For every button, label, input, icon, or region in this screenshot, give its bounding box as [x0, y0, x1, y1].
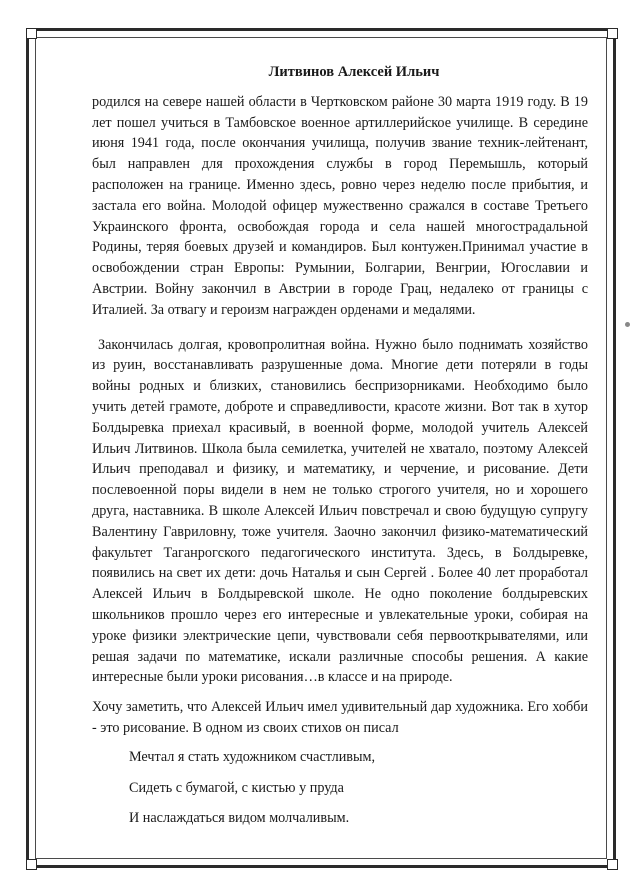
document-body	[92, 62, 588, 839]
border-corner-ornament	[607, 28, 618, 39]
biography-paragraph-2: Закончилась долгая, кровопролитная война. Нужно было поднимать хозяйство из руин, восстанавливать разрушенные дома. Многие дети потеряли в годы войны родных и близких, становились беспризорниками. Необходимо было учить детей грамоте, доброте и справедливости, красоте жизни. Вот так в хутор Болдыревка приехал красивый, в военной форме, молодой учитель Алексей Ильич Литвинов. Школа была семилетка, учителей не хватало, поэтому Алексей Ильич преподавал и физику, и математику, и черчение, и рисование. Дети послевоенной поры видели в нем не только строгого учителя, но и хорошего друга, наставника. В школе Алексей Ильич повстречал и свою будущую супругу Валентину Гавриловну, тоже учителя. Заочно закончил физико-математический факультет Таганрогского педагогического института. Здесь, в Болдыревке, появились на свет их дети: дочь Наталья и сын Сергей . Более 40 лет проработал Алексей Ильич в Болдыревской школе. Не одно поколение болдыревских школьников прошло через его интересные и увлекательные уроки, собирая на уроке физики электрические цепи, чувствовали себя первооткрывателями, или решая задачи по математике, искали различные способы решения. А какие интересные были уроки рисования…в классе и на природе.	[92, 336, 588, 686]
document-title: Литвинов Алексей Ильич	[268, 64, 440, 80]
scan-punch-mark	[625, 322, 630, 327]
biography-paragraph-3: Хочу заметить, что Алексей Ильич имел удивительный дар художника. Его хобби - это рисование. В одном из своих стихов он писал	[92, 699, 588, 736]
border-corner-ornament	[607, 859, 618, 870]
poem-line: Мечтал я стать художником счастливым,	[129, 748, 376, 765]
poem-block	[92, 747, 588, 829]
poem-line: И наслаждаться видом молчаливым.	[129, 810, 350, 827]
biography-paragraph-1: родился на севере нашей области в Чертковском районе 30 марта 1919 году. В 19 лет пошел учиться в Тамбовское военное артиллерийское училище. В середине июня 1941 года, после окончания училища, получив звание техник-лейтенант, был направлен для прохождения службы в город Перемышль, который расположен на границе. Именно здесь, ровно через неделю после прибытия, и застала его война. Молодой офицер мужественно сражался в составе Третьего Украинского фронта, освобождая города и села нашей многострадальной Родины, теряя боевых друзей и командиров. Был контужен.Принимал участие в освобождении стран Европы: Румынии, Болгарии, Венгрии, Югославии и Австрии. Войну закончил в Австрии в городе Грац, недалеко от границы с Италией. За отвагу и героизм награжден орденами и медалями.	[92, 93, 588, 318]
border-corner-ornament	[26, 28, 37, 39]
poem-line: Сидеть с бумагой, с кистью у пруда	[129, 779, 344, 796]
border-corner-ornament	[26, 859, 37, 870]
